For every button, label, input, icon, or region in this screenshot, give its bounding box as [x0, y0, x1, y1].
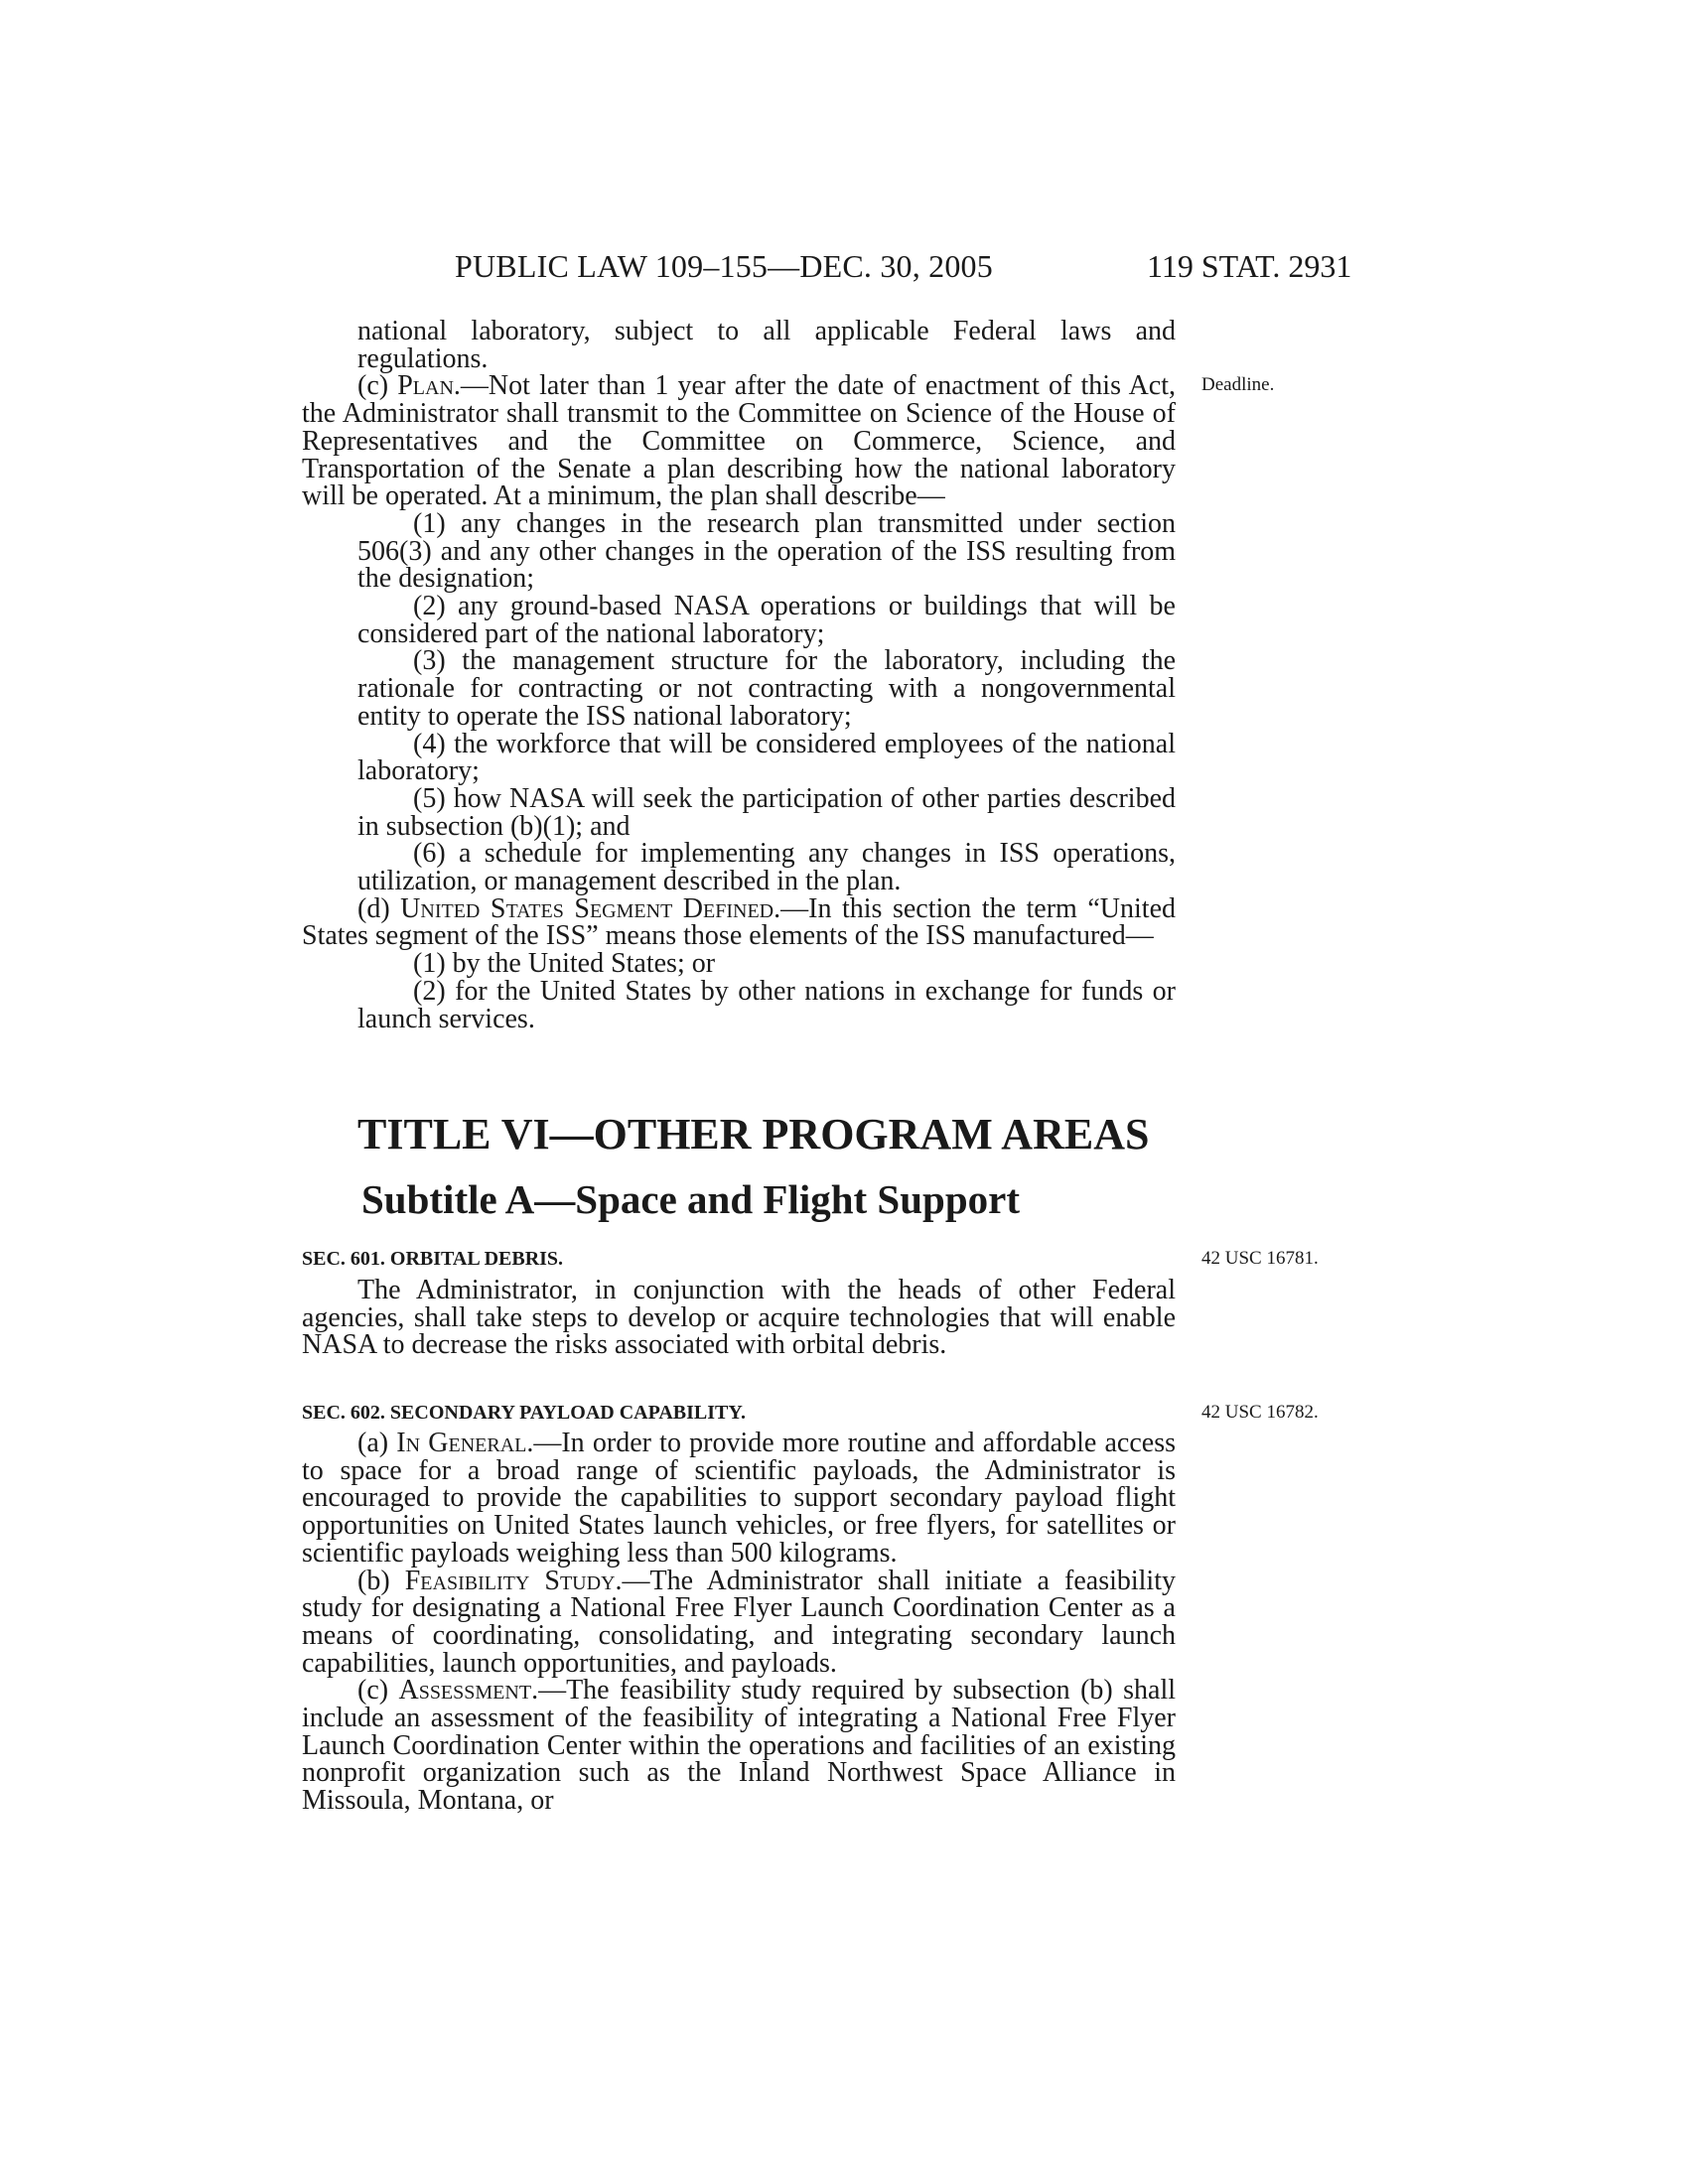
plan-item-1: (1) any changes in the research plan transmitted under section 506(3) and any other changes in the operation of the ISS resulting from the designation;: [357, 507, 1176, 595]
section-602-b-text: .—The Administrator shall initiate a feasibility study for designating a National Free Flyer Launch Coordination Center as a means of coordinating, consolidating, and integrating secondary launch capabilities, launch opportunities, and payloads.: [302, 1565, 1176, 1679]
plan-item-6: (6) a schedule for implementing any changes in ISS operations, utilization, or management described in the plan.: [357, 838, 1176, 897]
title-heading: TITLE VI—OTHER PROGRAM AREAS: [357, 1110, 1150, 1159]
subsection-c-heading: Plan: [397, 370, 454, 402]
plan-item-5: (5) how NASA will seek the participation of other parties described in subsection (b)(1); and: [357, 782, 1176, 842]
section-602-c-label: (c): [357, 1675, 399, 1706]
section-602-body: [302, 1430, 1176, 1815]
plan-item-4: (4) the workforce that will be considered employees of the national laboratory;: [357, 728, 1176, 787]
section-601-heading: SEC. 601. ORBITAL DEBRIS.: [302, 1248, 564, 1270]
plan-item-2: (2) any ground-based NASA operations or buildings that will be considered part of the national laboratory;: [357, 591, 1176, 649]
subsection-c-plan: [302, 372, 1176, 510]
section-602-c-heading: Assessment: [398, 1675, 532, 1706]
definition-item-1: (1) by the United States; or: [413, 948, 716, 980]
margin-note-usc-601: 42 USC 16781.: [1201, 1248, 1319, 1269]
top-section: [302, 318, 1176, 1032]
margin-note-usc-602: 42 USC 16782.: [1201, 1402, 1319, 1423]
subsection-d-heading: United States Segment Defined: [400, 892, 774, 924]
subsection-c-label: (c): [357, 370, 398, 402]
section-601-text: The Administrator, in conjunction with the heads of other Federal agencies, shall take steps to develop or acquire technologies that will enable NASA to decrease the risks associated with orbital debris.: [302, 1275, 1176, 1361]
running-header-left: PUBLIC LAW 109–155—DEC. 30, 2005: [455, 248, 993, 284]
section-601-body: [302, 1277, 1176, 1359]
section-602-b: [302, 1565, 1176, 1679]
section-602-a: [302, 1430, 1176, 1568]
section-602-heading: SEC. 602. SECONDARY PAYLOAD CAPABILITY.: [302, 1402, 746, 1424]
continuation-paragraph: national laboratory, subject to all applicable Federal laws and regulations.: [357, 316, 1176, 374]
section-602-a-label: (a): [357, 1428, 397, 1458]
section-602-a-heading: In General: [396, 1428, 527, 1458]
definition-item-2: (2) for the United States by other nations in exchange for funds or launch services.: [357, 975, 1176, 1034]
subsection-d-definition: [302, 892, 1176, 952]
subtitle-heading: Subtitle A—Space and Flight Support: [361, 1176, 1020, 1222]
subsection-d-text: .—In this section the term “United States segment of the ISS” means those elements of the ISS manufactured—: [302, 892, 1176, 952]
section-602-b-heading: Feasibility Study: [404, 1565, 616, 1596]
running-header-right: 119 STAT. 2931: [1147, 248, 1352, 284]
section-602-c: [302, 1677, 1176, 1815]
plan-item-3: (3) the management structure for the laboratory, including the rationale for contracting or not contracting with a nongovernmental entity to operate the ISS national laboratory;: [357, 645, 1176, 732]
subsection-c-text: .—Not later than 1 year after the date of enactment of this Act, the Administrator shall transmit to the Committee on Science of the House of Representatives and the Committee on Commerce, Science, and Transportation of the Senate a plan describing how the national laboratory will be operated. At a minimum, the plan shall describe—: [302, 370, 1176, 512]
margin-note-deadline: Deadline.: [1201, 374, 1275, 395]
section-602-b-label: (b): [357, 1565, 405, 1596]
section-602-a-text: .—In order to provide more routine and affordable access to space for a broad range of scientific payloads, the Administrator is encouraged to provide the capabilities to support secondary payload flight opportunities on United States launch vehicles, or free flyers, for satellites or scientific payloads weighing less than 500 kilograms.: [302, 1428, 1176, 1569]
subsection-d-label: (d): [357, 892, 401, 924]
section-602-c-text: .—The feasibility study required by subsection (b) shall include an assessment of the feasibility of integrating a National Free Flyer Launch Coordination Center within the operations and facilities of an existing nonprofit organization such as the Inland Northwest Space Alliance in Missoula, Montana, or: [302, 1675, 1176, 1817]
